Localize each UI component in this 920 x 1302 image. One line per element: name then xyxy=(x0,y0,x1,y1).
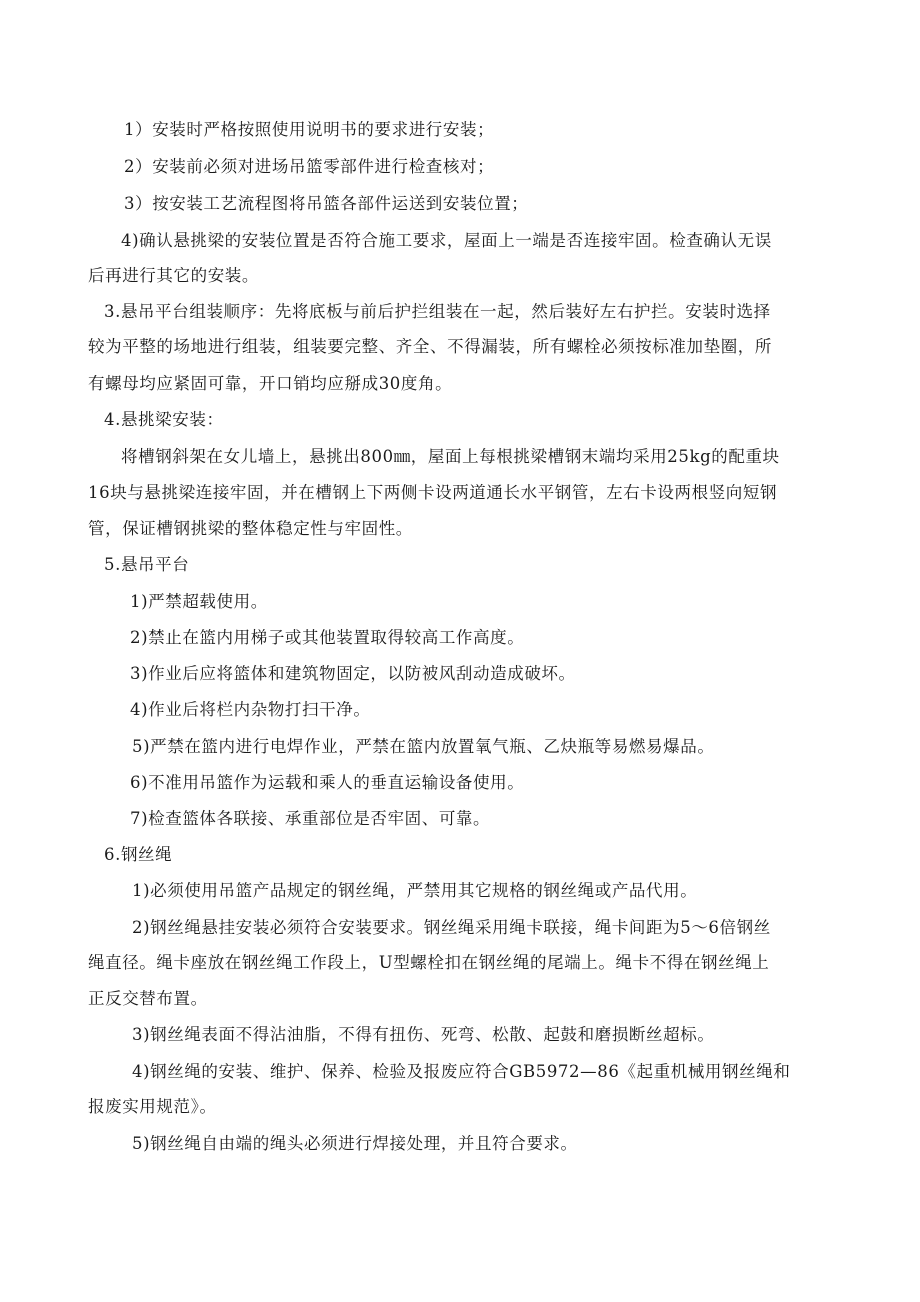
text-line: 正反交替布置。 xyxy=(88,989,208,1008)
text-line: 3)钢丝绳表面不得沾油脂，不得有扭伤、死弯、松散、起鼓和磨损断丝超标。 xyxy=(132,1025,715,1044)
text-line: 5)钢丝绳自由端的绳头必须进行焊接处理，并且符合要求。 xyxy=(132,1134,578,1153)
text-line: 7)检查篮体各联接、承重部位是否牢固、可靠。 xyxy=(130,809,491,828)
text-line: 2)钢丝绳悬挂安装必须符合安装要求。钢丝绳采用绳卡联接，绳卡间距为5～6倍钢丝 xyxy=(132,918,771,937)
text-line: 后再进行其它的安装。 xyxy=(88,266,259,285)
text-line: 绳直径。绳卡座放在钢丝绳工作段上，U型螺栓扣在钢丝绳的尾端上。绳卡不得在钢丝绳上 xyxy=(88,953,770,972)
text-line: 4)确认悬挑梁的安装位置是否符合施工要求，屋面上一端是否连接牢固。检查确认无误 xyxy=(121,231,772,250)
text-line: 4)作业后将栏内杂物打扫干净。 xyxy=(130,700,371,719)
text-line: 将槽钢斜架在女儿墙上，悬挑出800㎜，屋面上每根挑梁槽钢末端均采用25kg的配重块 xyxy=(121,447,780,466)
text-line: 5)严禁在篮内进行电焊作业，严禁在篮内放置氧气瓶、乙炔瓶等易燃易爆品。 xyxy=(132,737,715,756)
text-line: 1)严禁超载使用。 xyxy=(130,592,268,611)
text-line: 1）安装时严格按照使用说明书的要求进行安装； xyxy=(124,120,495,139)
section-heading: 5.悬吊平台 xyxy=(104,555,190,574)
text-line: 3.悬吊平台组装顺序：先将底板与前后护拦组装在一起，然后装好左右护拦。安装时选择 xyxy=(104,302,771,321)
section-heading: 4.悬挑梁安装： xyxy=(104,410,224,429)
text-line: 1)必须使用吊篮产品规定的钢丝绳，严禁用其它规格的钢丝绳或产品代用。 xyxy=(132,881,698,900)
text-line: 2）安装前必须对进场吊篮零部件进行检查核对； xyxy=(124,157,495,176)
text-line: 较为平整的场地进行组装，组装要完整、齐全、不得漏装，所有螺栓必须按标准加垫圈，所 xyxy=(88,337,772,356)
text-line: 3)作业后应将篮体和建筑物固定，以防被风刮动造成破坏。 xyxy=(130,664,576,683)
text-line: 2)禁止在篮内用梯子或其他装置取得较高工作高度。 xyxy=(130,628,525,647)
text-line: 有螺母均应紧固可靠，开口销均应掰成30度角。 xyxy=(88,374,453,393)
text-line: 3）按安装工艺流程图将吊篮各部件运送到安装位置； xyxy=(124,194,529,213)
text-line: 管，保证槽钢挑梁的整体稳定性与牢固性。 xyxy=(88,519,413,538)
text-line: 16块与悬挑梁连接牢固，并在槽钢上下两侧卡设两道通长水平钢管，左右卡设两根竖向短钢 xyxy=(88,483,778,502)
text-line: 6)不准用吊篮作为运载和乘人的垂直运输设备使用。 xyxy=(130,773,525,792)
section-heading: 6.钢丝绳 xyxy=(104,845,173,864)
text-line: 报废实用规范》。 xyxy=(88,1097,217,1116)
text-line: 4)钢丝绳的安装、维护、保养、检验及报废应符合GB5972—86《起重机械用钢丝绳和 xyxy=(132,1062,791,1081)
